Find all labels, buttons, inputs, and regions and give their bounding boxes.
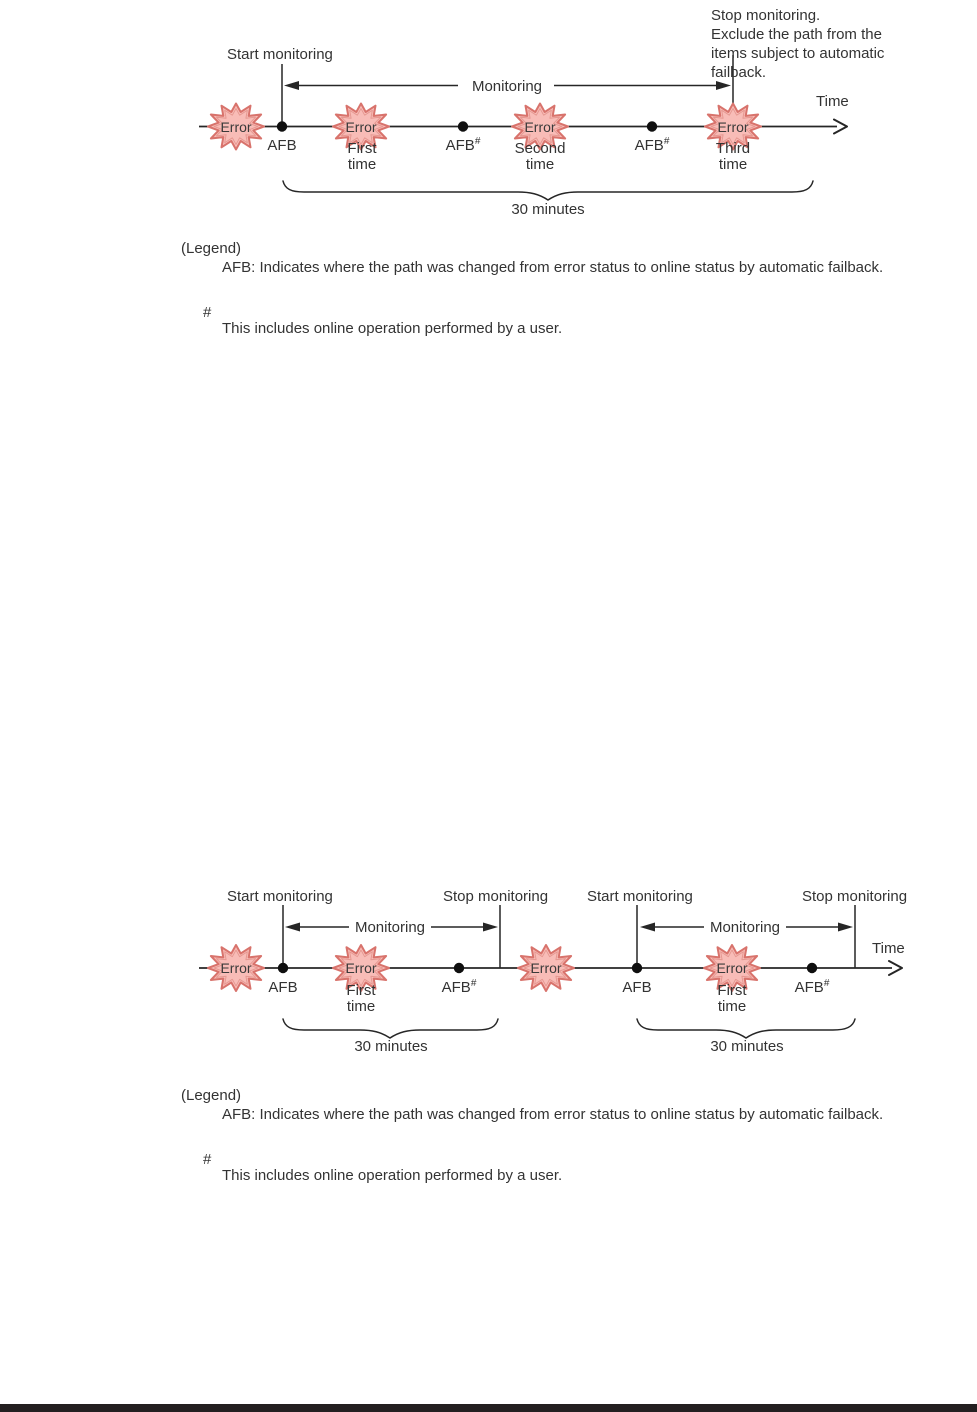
legend-footnote-text: This includes online operation performed by a user. bbox=[222, 320, 563, 337]
second-time-line1: Second bbox=[514, 140, 566, 157]
error-label: Error bbox=[345, 119, 377, 135]
afb-text: AFB bbox=[794, 979, 824, 996]
error-label: Error bbox=[716, 960, 748, 976]
monitoring-label: Monitoring bbox=[471, 78, 543, 95]
legend-heading: (Legend) bbox=[181, 1087, 242, 1104]
first-time-line2: time bbox=[347, 156, 377, 173]
monitoring-arrowhead-left-icon bbox=[284, 81, 299, 90]
first-time-line2: time bbox=[717, 998, 747, 1015]
afb-note-label bbox=[782, 979, 842, 996]
first-time-label bbox=[332, 141, 392, 173]
monitoring-arrowhead-right-icon bbox=[716, 81, 731, 90]
first-time-label bbox=[331, 983, 391, 1015]
afb-text: AFB bbox=[441, 979, 471, 996]
third-time-label bbox=[703, 141, 763, 173]
afb-dot bbox=[278, 963, 288, 973]
footnote-mark: # bbox=[474, 136, 481, 147]
afb-label bbox=[253, 979, 313, 996]
error-label: Error bbox=[717, 119, 749, 135]
legend-footnote-mark: # bbox=[203, 304, 212, 321]
footnote-mark: # bbox=[663, 136, 670, 147]
afb-dot bbox=[647, 121, 657, 131]
afb-label bbox=[252, 137, 312, 154]
first-time-line2: time bbox=[346, 998, 376, 1015]
legend-afb-definition: AFB: Indicates where the path was changed from error status to online status by automatic failback. bbox=[222, 1106, 884, 1123]
afb-text: AFB bbox=[268, 979, 298, 996]
start-monitoring-label: Start monitoring bbox=[587, 888, 693, 905]
legend-heading: (Legend) bbox=[181, 240, 242, 257]
duration-label: 30 minutes bbox=[710, 1038, 784, 1055]
first-time-line1: First bbox=[346, 982, 376, 999]
third-time-line1: Third bbox=[715, 140, 751, 157]
monitoring-arrowhead-right-icon bbox=[483, 923, 498, 932]
page-footer-bar bbox=[0, 1404, 977, 1412]
afb-note-label bbox=[429, 979, 489, 996]
monitoring-label: Monitoring bbox=[354, 919, 426, 936]
duration-brace bbox=[637, 1019, 855, 1038]
stop-monitoring-label: Stop monitoring bbox=[802, 888, 908, 905]
start-monitoring-label: Start monitoring bbox=[227, 46, 333, 63]
legend-afb-definition: AFB: Indicates where the path was changed from error status to online status by automatic failback. bbox=[222, 259, 884, 276]
afb-dot bbox=[807, 963, 817, 973]
afb-text: AFB bbox=[634, 137, 664, 154]
legend-footnote-text: This includes online operation performed by a user. bbox=[222, 1167, 563, 1184]
afb-dot bbox=[277, 121, 287, 131]
first-time-label bbox=[702, 983, 762, 1015]
duration-brace bbox=[283, 181, 813, 200]
duration-label: 30 minutes bbox=[511, 201, 585, 218]
third-time-line2: time bbox=[718, 156, 748, 173]
legend-footnote-mark: # bbox=[203, 1151, 212, 1168]
afb-text: AFB bbox=[267, 137, 297, 154]
afb-label bbox=[607, 979, 667, 996]
start-monitoring-label: Start monitoring bbox=[227, 888, 333, 905]
time-axis-label: Time bbox=[816, 93, 849, 110]
afb-text: AFB bbox=[445, 137, 475, 154]
duration-label: 30 minutes bbox=[354, 1038, 428, 1055]
first-time-line1: First bbox=[347, 140, 377, 157]
afb-note-label bbox=[622, 137, 682, 154]
error-label: Error bbox=[220, 960, 252, 976]
stop-note-line: failback. bbox=[711, 64, 767, 81]
stop-note-line: Exclude the path from the bbox=[711, 26, 882, 43]
afb-note-label bbox=[433, 137, 493, 154]
stop-note-line: Stop monitoring. bbox=[711, 7, 821, 24]
second-time-label bbox=[508, 141, 572, 173]
stop-note-line: items subject to automatic bbox=[711, 45, 885, 62]
monitoring-label: Monitoring bbox=[709, 919, 781, 936]
afb-text: AFB bbox=[622, 979, 652, 996]
error-label: Error bbox=[220, 119, 252, 135]
monitoring-arrowhead-left-icon bbox=[285, 923, 300, 932]
stop-monitoring-note bbox=[711, 6, 884, 82]
footnote-mark: # bbox=[823, 978, 830, 989]
duration-brace bbox=[283, 1019, 498, 1038]
second-time-line2: time bbox=[525, 156, 555, 173]
error-label: Error bbox=[530, 960, 562, 976]
monitoring-arrowhead-left-icon bbox=[640, 923, 655, 932]
error-label: Error bbox=[524, 119, 556, 135]
stop-monitoring-label: Stop monitoring bbox=[443, 888, 549, 905]
monitoring-arrowhead-right-icon bbox=[838, 923, 853, 932]
footnote-mark: # bbox=[470, 978, 477, 989]
afb-dot bbox=[458, 121, 468, 131]
afb-dot bbox=[454, 963, 464, 973]
error-label: Error bbox=[345, 960, 377, 976]
first-time-line1: First bbox=[717, 982, 747, 999]
afb-dot bbox=[632, 963, 642, 973]
time-axis-label: Time bbox=[872, 940, 905, 957]
